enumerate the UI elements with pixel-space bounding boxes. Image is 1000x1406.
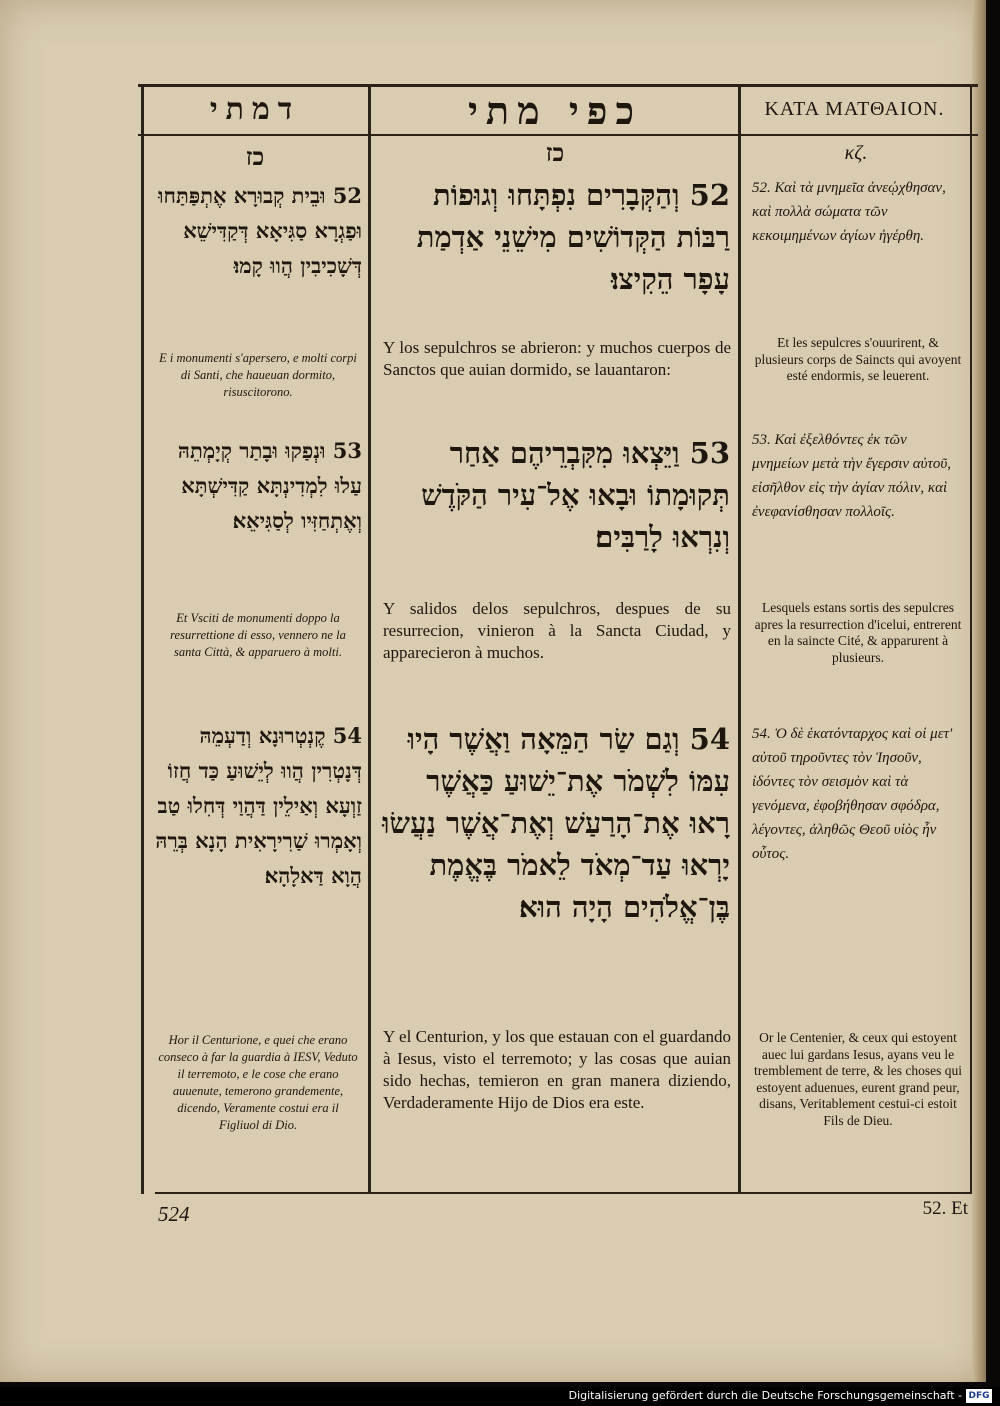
col-rule-1 [368, 84, 371, 1194]
verse-54-hebrew: 54 וְגַם שַׂר הַמֵּאָה וַאֲשֶׁר הָיוּ עִמּוֹ לִשְׁמֹר אֶת־יֵשׁוּעַ כַּאֲשֶׁר רָאוּ אֶת־הָרַעַשׁ וְאֶת־אֲשֶׁר נַעֲשׂוּ יָרְאוּ עַד־מְאֹד לֵאמֹר בֶּאֱמֶת בֶּן־אֱלֹהִים הָיָה הוּא׃ [382, 722, 730, 924]
verse-53-aramaic: 53 וּנְפַקוּ וּבָתַר קְיָמְתֵהּ עַלוּ לִמְדִינְתָּא קַדִּישְׁתָּא וְאֶתְחַזִּיו לְסַגִּיאֵא׃ [177, 438, 362, 533]
running-head-hebrew: כפי מתי [467, 88, 643, 133]
bottom-rule [155, 1192, 970, 1194]
catchword: 52. Et [922, 1198, 968, 1219]
verse-52-spanish: Y los sepulchros se abrieron: y muchos cuerpos de Sanctos que auian dormido, se lauantaron: [383, 338, 731, 379]
verse-54-french: Or le Centenier, & ceux qui estoyent auec lui gardans Iesus, ayans veu le tremblement de terre, & les choses qui estoyent aduenues, eurent grand peur, disans, Veritablement cestui-ci estoit Fils de Dieu. [753, 1030, 963, 1128]
chapter-number-greek: κζ. [844, 142, 868, 164]
verse-52-aramaic: 52 וּבֵית קְבוּרָא אֶתְפַּתַּחוּ וּפַגְרָא סַגִּיאָא דְּקַדִּישֵׁא דְּשָׁכִיבִין הֲווּ קָמוּ׃ [158, 183, 362, 278]
verse-53-italian: Et Vsciti de monumenti doppo la resurrettione di esso, vennero ne la santa Città, & apparuero à molti. [170, 611, 346, 659]
verse-54-aramaic: 54 קֶנְטְרוּנָא וְדַעְמֵהּ דְּנָטְרִין הֲווּ לְיֵשׁוּעַ כַּד חֲזוֹ זַוְעָא וְאַילֵין דַּהֲוַי דְּחִלוּ טַב וְאָמְרוּ שַׁרִירָאִית הָנָא בְּרֵהּ הֲוָא דַּאלָהָא׃ [155, 723, 362, 888]
col-rule-2 [738, 84, 741, 1194]
footer-credit: Digitalisierung gefördert durch die Deutsche Forschungsgemeinschaft - [568, 1389, 962, 1402]
verse-53-spanish: Y salidos delos sepulchros, despues de su resurrecion, vinieron à la Sancta Ciudad, y apparecieron à muchos. [383, 599, 731, 662]
verse-52-italian: E i monumenti s'apersero, e molti corpi di Santi, che haueuan dormito, risuscitorono. [159, 351, 357, 399]
verse-52-french: Et les sepulcres s'ouurirent, & plusieurs corps de Saincts qui avoyent esté endormis, se leuerent. [754, 335, 962, 383]
page-number: 524 [158, 1202, 190, 1226]
chapter-number-aramaic: כז [245, 142, 265, 171]
header-rule [138, 134, 978, 136]
verse-52-hebrew: 52 וְהַקְּבָרִים נִפְתָּחוּ וְגוּפוֹת רַבּוֹת הַקְּדוֹשִׁים מִישֵׁנֵי אַדְמַת עָפָר הֵקִיצוּ׃ [416, 178, 730, 296]
right-rule [970, 84, 972, 1194]
dfg-logo: DFG [966, 1389, 992, 1403]
running-head-aramaic: דמתי [209, 92, 301, 127]
page-edge [972, 0, 986, 1382]
verse-54-italian: Hor il Centurione, e quei che erano conseco à far la guardia à IESV, Veduto il terremoto, e le cose che erano auuenute, temerono grandemente, dicendo, Veramente costui era il Figliuol di Dio. [158, 1033, 358, 1132]
verse-54-spanish: Y el Centurion, y los que estauan con el guardando à Iesus, visto el terremoto; y las cosas que auian sido hechas, temieron en gran manera diziendo, Verdaderamente Hijo de Dios era este. [383, 1027, 731, 1112]
top-rule [138, 84, 978, 87]
verse-53-greek: 53. Καὶ ἐξελθόντες ἐκ τῶν μνημείων μετὰ τὴν ἔγερσιν αὐτοῦ, εἰσῆλθον εἰς τὴν ἁγίαν πόλιν, καὶ ἐνεφανίσθησαν πολλοῖς. [752, 432, 952, 520]
verse-53-french: Lesquels estans sortis des sepulcres apres la resurrection d'icelui, entrerent en la saincte Cité, & apparurent à plusieurs. [754, 600, 962, 665]
verse-54-greek: 54. Ὁ δὲ ἑκατόνταρχος καὶ οἱ μετ' αὐτοῦ τηροῦντες τὸν Ἰησοῦν, ἰδόντες τὸν σεισμὸν καὶ τὰ γενόμενα, ἐφοβήθησαν σφόδρα, λέγοντες, ἀληθῶς Θεοῦ υἱὸς ἦν οὗτος. [752, 726, 953, 862]
verse-52-greek: 52. Καὶ τὰ μνημεῖα ἀνεῴχθησαν, καὶ πολλὰ σώματα τῶν κεκοιμημένων ἁγίων ἠγέρθη. [752, 180, 946, 244]
running-head-greek: ΚΑΤΑ ΜΑΤΘΑΙΟΝ. [764, 98, 945, 120]
verse-53-hebrew: 53 וַיֵּצְאוּ מִקִּבְרֵיהֶם אַחַר תְּקוּמָתוֹ וּבָאוּ אֶל־עִיר הַקֹּדֶשׁ וְנִרְאוּ לָרַבִּים׃ [421, 436, 730, 554]
chapter-number-hebrew: כז [545, 138, 565, 167]
left-rule [141, 84, 144, 1194]
